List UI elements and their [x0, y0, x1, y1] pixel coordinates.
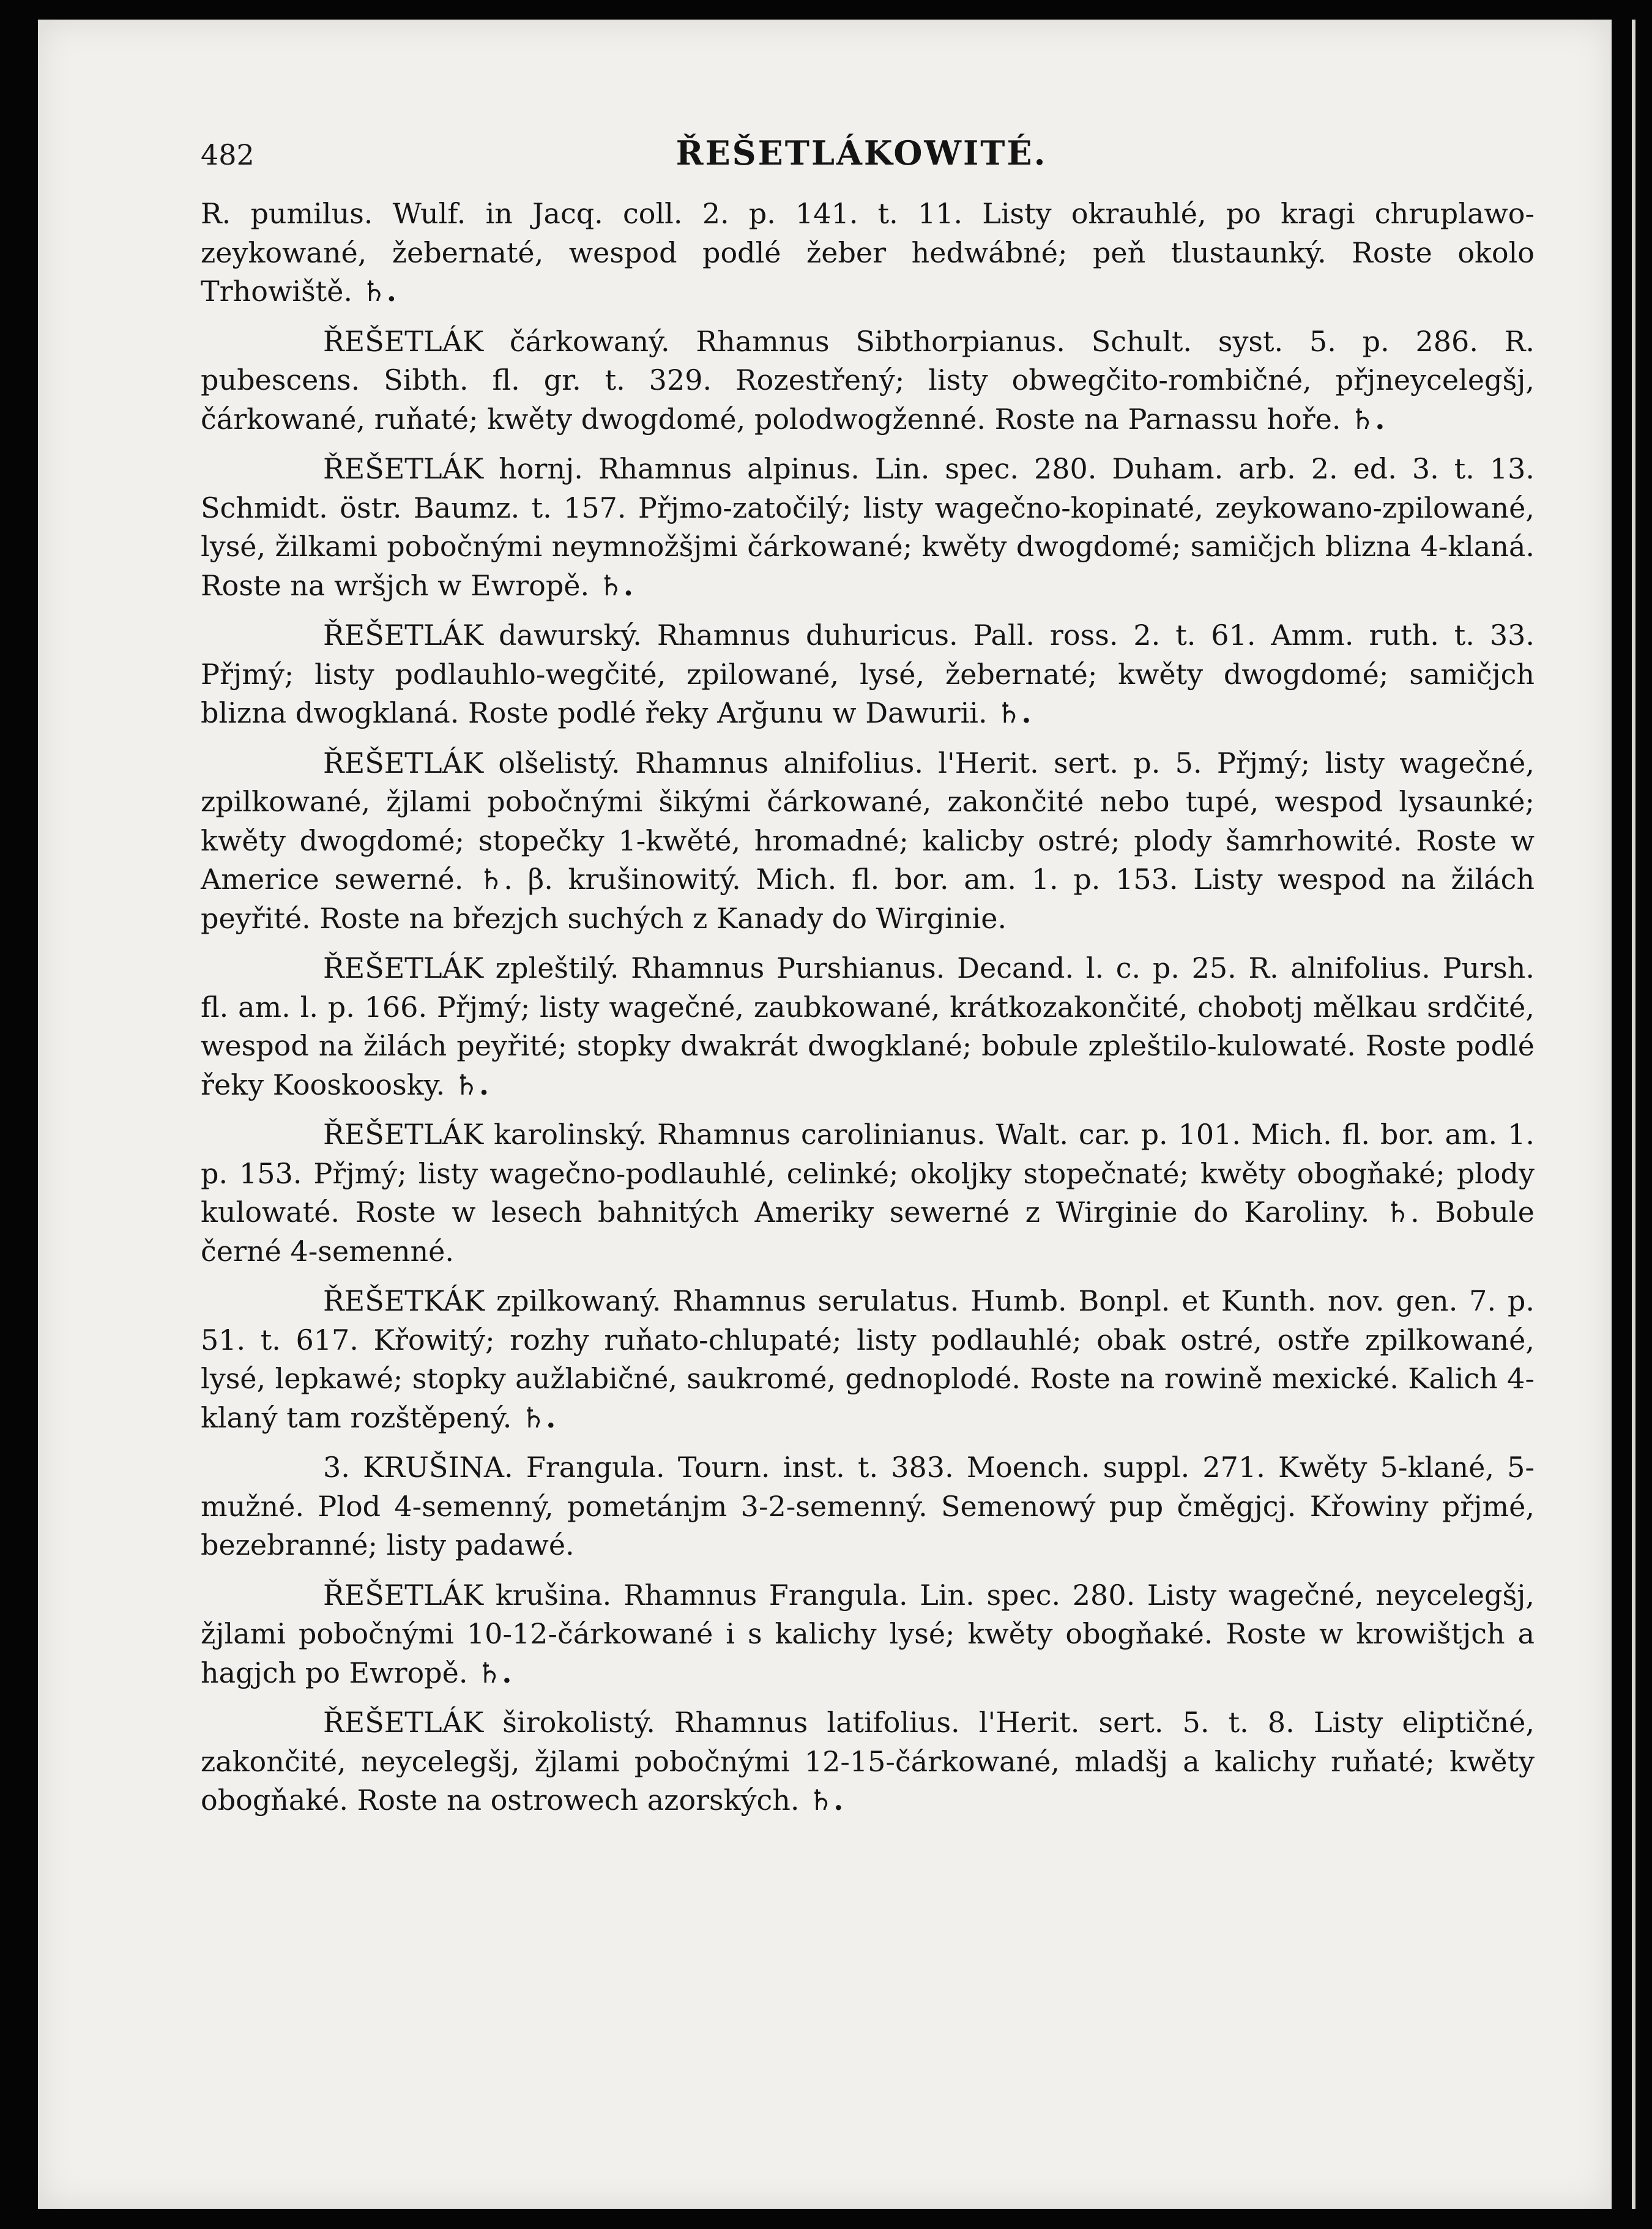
- paragraph-alpinus: [201, 450, 1535, 605]
- saturn-symbol: ♄.: [996, 696, 1032, 729]
- paragraph-text: ŘEŠETKÁK zpilkowaný. Rhamnus serulatus. Humb. Bonpl. et Kunth. nov. gen. 7. p. 51. t. 617. Křowitý; rozhy ruňato-chlupaté; listy podlauhlé; obak ostré, ostře zpilkowané, lysé, lepkawé; stopky aužlabičné, saukromé, gednoplodé. Roste na rowině mexické. Kalich 4-klaný tam rozštěpený.: [201, 1284, 1535, 1434]
- paragraph-text: ŘEŠETLÁK karolinský. Rhamnus carolinianus. Walt. car. p. 101. Mich. fl. bor. am. 1. p. 153. Přjmý; listy wagečno-podlauhlé, celinké; okoljky stopečnaté; kwěty obogňaké; plody kulowaté. Roste w lesech bahnitých Ameriky sewerné z Wirginie do Karoliny. ♄. Bobule černé 4-semenné.: [201, 1118, 1535, 1268]
- paragraph-alnifolius: [201, 744, 1535, 939]
- paragraph-serulatus: [201, 1282, 1535, 1437]
- running-head: ŘEŠETLÁKOWITÉ.: [675, 133, 1047, 173]
- saturn-symbol: ♄.: [808, 1784, 844, 1817]
- paragraph-text: ŘEŠETLÁK čárkowaný. Rhamnus Sibthorpianus. Schult. syst. 5. p. 286. R. pubescens. Sibth. fl. gr. t. 329. Rozestřený; listy obwegčito-rombičné, přjneycelegšj, čárkowané, ruňaté; kwěty dwogdomé, polodwogženné. Roste na Parnassu hoře.: [201, 324, 1535, 436]
- saturn-symbol: ♄.: [521, 1401, 556, 1434]
- paragraph-text: ŘEŠETLÁK zpleštilý. Rhamnus Purshianus. Decand. l. c. p. 25. R. alnifolius. Pursh. fl. am. l. p. 166. Přjmý; listy wagečné, zaubkowané, krátkozakončité, chobotj mělkau srdčité, wespod na žilách peyřité; stopky dwakrát dwogklané; bobule zpleštilo-kulowaté. Roste podlé řeky Kooskoosky.: [201, 951, 1535, 1101]
- paragraph-text: ŘEŠETLÁK olšelistý. Rhamnus alnifolius. l'Herit. sert. p. 5. Přjmý; listy wagečné, zpilkowané, žjlami pobočnými šikými čárkowané, zakončité nebo tupé, wespod lysaunké; kwěty dwogdomé; stopečky 1-kwěté, hromadné; kalicby ostré; plody šamrhowité. Roste w Americe sewerné. ♄. β. krušinowitý. Mich. fl. bor. am. 1. p. 153. Listy wespod na žilách peyřité. Roste na březjch suchých z Kanady do Wirginie.: [201, 746, 1535, 935]
- paragraph-text: ŘEŠETLÁK hornj. Rhamnus alpinus. Lin. spec. 280. Duham. arb. 2. ed. 3. t. 13. Schmidt. östr. Baumz. t. 157. Přjmo-zatočilý; listy wagečno-kopinaté, zeykowano-zpilowané, lysé, žilkami pobočnými neymnožšjmi čárkowané; kwěty dwogdomé; samičjch blizna 4-klaná. Roste na wršjch w Ewropě.: [201, 452, 1535, 602]
- paragraph-sibthorpianus: [201, 322, 1535, 439]
- paragraph-text: ŘEŠETLÁK širokolistý. Rhamnus latifolius. l'Herit. sert. 5. t. 8. Listy eliptičné, zakončité, neycelegšj, žjlami pobočnými 12-15-čárkowané, mladšj a kalichy ruňaté; kwěty obogňaké. Roste na ostrowech azorských.: [201, 1706, 1535, 1817]
- paragraph-rhamnus-pumilus: [201, 195, 1535, 311]
- text-block: [201, 195, 1535, 1831]
- saturn-symbol: ♄.: [1350, 402, 1385, 436]
- page-number: 482: [201, 138, 255, 171]
- paragraph-duhuricus: [201, 616, 1535, 733]
- saturn-symbol: ♄.: [598, 568, 633, 602]
- paragraph-text: R. pumilus. Wulf. in Jacq. coll. 2. p. 141. t. 11. Listy okrauhlé, po kragi chruplawo-zeykowané, žebernaté, wespod podlé žeber hedwábné; peň tlustaunký. Roste okolo Trhowiště.: [201, 197, 1535, 308]
- paragraph-text: ŘEŠETLÁK krušina. Rhamnus Frangula. Lin. spec. 280. Listy wagečné, neycelegšj, žjlami pobočnými 10-12-čárkowané i s kalichy lysé; kwěty obogňaké. Roste w krowištjch a hagjch po Ewropě.: [201, 1578, 1535, 1689]
- paragraph-text: ŘEŠETLÁK dawurský. Rhamnus duhuricus. Pall. ross. 2. t. 61. Amm. ruth. t. 33. Přjmý; listy podlauhlo-wegčité, zpilowané, lysé, žebernaté; kwěty dwogdomé; samičjch blizna dwogklaná. Roste podlé řeky Arğunu w Dawurii.: [201, 619, 1535, 729]
- paragraph-carolinianus: [201, 1115, 1535, 1271]
- paragraph-text: 3. KRUŠINA. Frangula. Tourn. inst. t. 383. Moench. suppl. 271. Kwěty 5-klané, 5-mužné. Plod 4-semenný, pometánjm 3-2-semenný. Semenowý pup čměgjcj. Křowiny přjmé, bezebranné; listy padawé.: [201, 1451, 1535, 1561]
- page-header: [201, 133, 1522, 182]
- saturn-symbol: ♄.: [477, 1656, 512, 1689]
- saturn-symbol: ♄.: [453, 1068, 489, 1101]
- paragraph-frangula: [201, 1576, 1535, 1693]
- paragraph-purshianus: [201, 949, 1535, 1104]
- saturn-symbol: ♄.: [361, 275, 396, 308]
- page-edge-shadow: [1632, 20, 1635, 2209]
- paragraph-latifolius: [201, 1703, 1535, 1820]
- paragraph-krusina-genus: [201, 1448, 1535, 1565]
